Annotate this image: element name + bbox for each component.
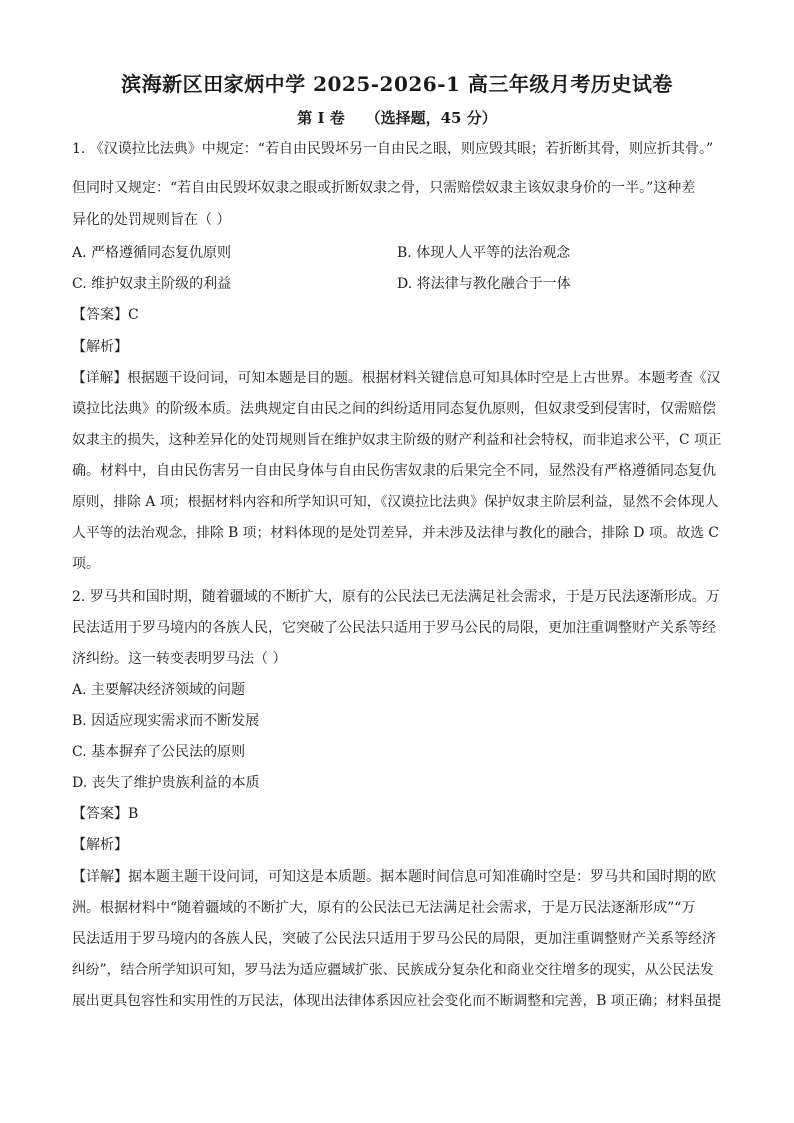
q1-option-c: C. 维护奴隶主阶级的利益 <box>72 276 232 292</box>
q1-stem-line-2: 但同时又规定：“若自由民毁坏奴隶之眼或折断奴隶之骨，只需赔偿奴隶主该奴隶身价的一半。”这种差 <box>72 180 696 196</box>
q2-stem-line-1: 2. 罗马共和国时期，随着疆域的不断扩大，原有的公民法已无法满足社会需求，于是万民法逐渐形成。万 <box>72 589 720 605</box>
q2-detail-line-1: 【详解】据本题主题干设问词，可知这是本质题。据本题时间信息可知准确时空是：罗马共和国时期的欧 <box>72 869 716 885</box>
q2-detail-line-4: 纠纷”，结合所学知识可知，罗马法为适应疆域扩张、民族成分复杂化和商业交往增多的现实，从公民法发 <box>72 962 714 978</box>
q1-detail-line-7: 项。 <box>72 556 100 572</box>
section-heading: 第 I 卷 （选择题，45 分） <box>297 109 497 127</box>
q1-detail-line-5: 原则，排除 A 项；根据材料内容和所学知识可知，《汉谟拉比法典》保护奴隶主阶层利益，显然不会体现人 <box>72 494 719 510</box>
q1-detail-line-3: 奴隶主的损失，这种差异化的处罚规则旨在维护奴隶主阶级的财产利益和社会特权，而非追求公平，C 项正 <box>72 432 722 448</box>
q1-analysis-tag: 【解析】 <box>72 339 128 355</box>
q1-answer: 【答案】C <box>72 307 139 323</box>
q2-detail-line-3: 民法适用于罗马境内的各族人民，突破了公民法只适用于罗马公民的局限，更加注重调整财产关系等经济 <box>72 931 716 947</box>
q1-option-b: B. 体现人人平等的法治观念 <box>397 245 571 261</box>
q1-detail-line-2: 谟拉比法典》的阶级本质。法典规定自由民之间的纠纷适用同态复仇原则，但奴隶受到侵害时，仅需赔偿 <box>72 401 716 417</box>
q2-answer: 【答案】B <box>72 806 139 822</box>
q2-option-b: B. 因适应现实需求而不断发展 <box>72 713 260 729</box>
q1-stem-line-1: 1. 《汉谟拉比法典》中规定：“若自由民毁坏另一自由民之眼，则应毁其眼；若折断其骨，则应折其骨。” <box>72 141 714 157</box>
q1-detail-line-1: 【详解】根据题干设问词，可知本题是目的题。根据材料关键信息可知具体时空是上古世界。本题考查《汉 <box>72 370 721 386</box>
q2-stem-line-3: 济纠纷。这一转变表明罗马法（ ） <box>72 651 287 667</box>
q1-detail-line-4: 确。材料中，自由民伤害另一自由民身体与自由民伤害奴隶的后果完全不同，显然没有严格遵循同态复仇 <box>72 463 716 479</box>
q2-option-c: C. 基本摒弃了公民法的原则 <box>72 744 246 760</box>
q2-option-d: D. 丧失了维护贵族利益的本质 <box>72 775 260 791</box>
q2-analysis-tag: 【解析】 <box>72 837 128 853</box>
q2-detail-line-5: 展出更具包容性和实用性的万民法，体现出法律体系因应社会变化而不断调整和完善，B 项正确；材料虽提 <box>72 993 722 1009</box>
q2-option-a: A. 主要解决经济领域的问题 <box>72 682 246 698</box>
q2-stem-line-2: 民法适用于罗马境内的各族人民，它突破了公民法只适用于罗马公民的局限，更加注重调整财产关系等经 <box>72 620 716 636</box>
q1-stem-line-3: 异化的处罚规则旨在（ ） <box>72 212 231 228</box>
q1-option-d: D. 将法律与教化融合于一体 <box>397 276 571 292</box>
exam-title: 滨海新区田家炳中学 2025-2026-1 高三年级月考历史试卷 <box>121 72 673 96</box>
q1-detail-line-6: 人平等的法治观念，排除 B 项；材料体现的是处罚差异，并未涉及法律与教化的融合，排除 D 项。故选 C <box>72 525 719 541</box>
q1-option-a: A. 严格遵循同态复仇原则 <box>72 245 232 261</box>
q2-detail-line-2: 洲。根据材料中“随着疆域的不断扩大，原有的公民法已无法满足社会需求，于是万民法逐渐形成”“万 <box>72 900 696 916</box>
